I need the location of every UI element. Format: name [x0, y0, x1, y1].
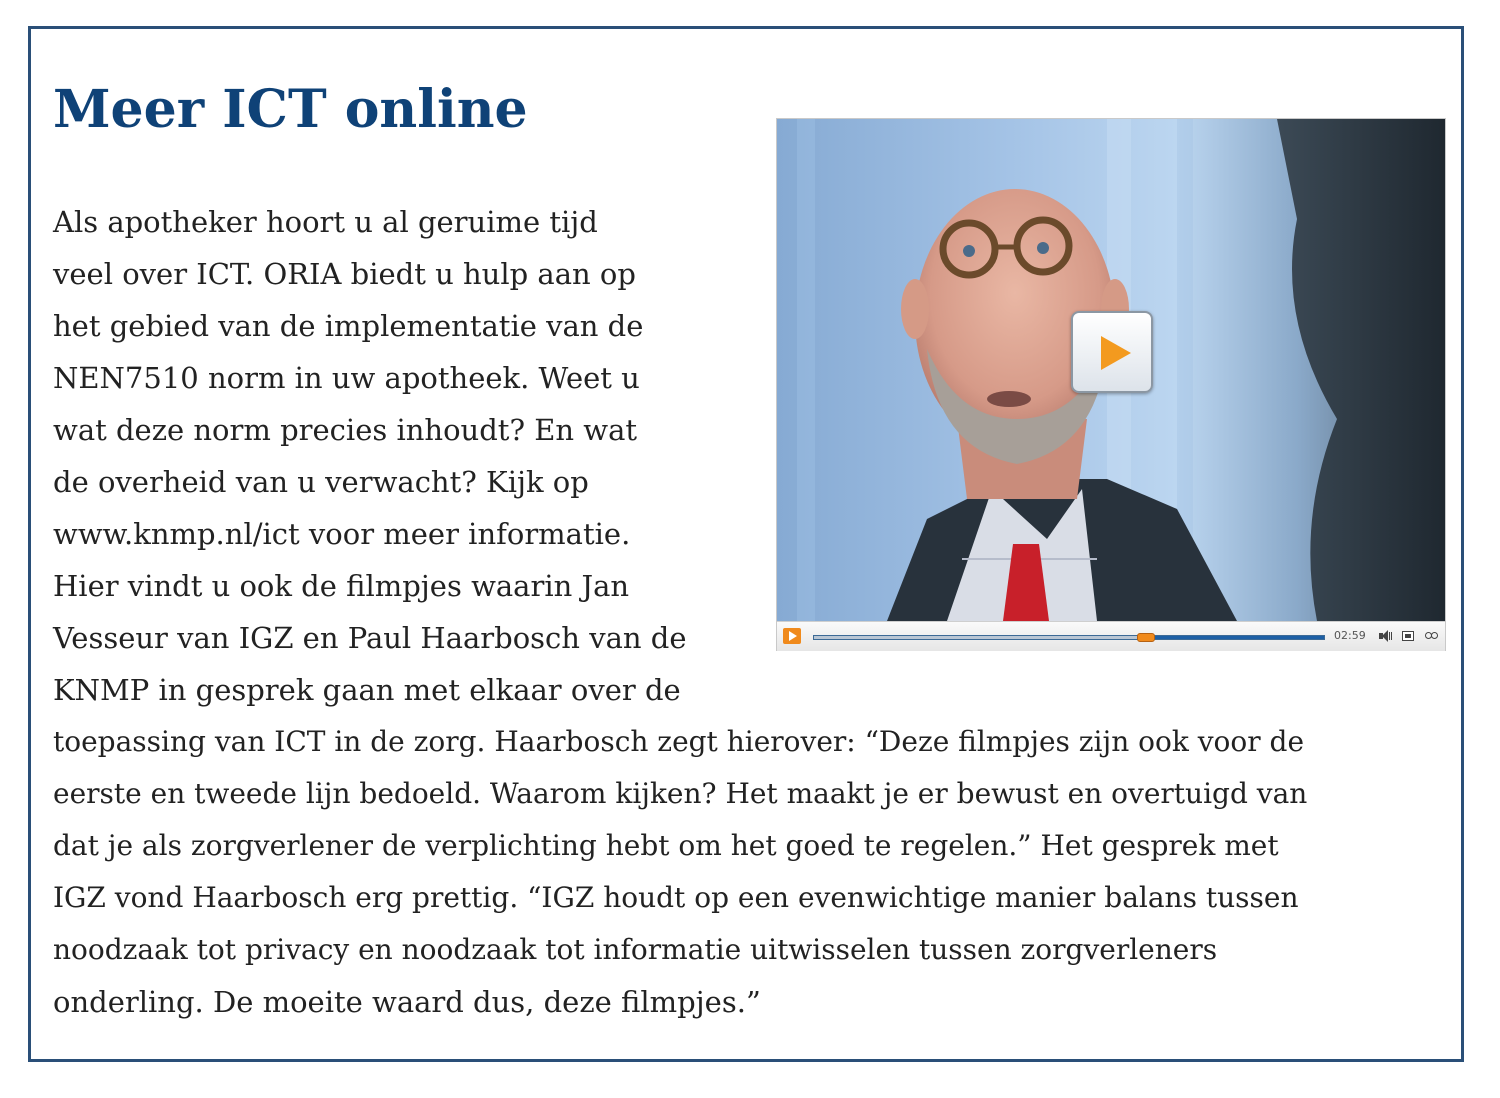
fullscreen-icon[interactable] [1402, 631, 1414, 641]
body-line: www.knmp.nl/ict voor meer informatie. [53, 517, 631, 551]
body-line: veel over ICT. ORIA biedt u hulp aan op [53, 257, 636, 291]
seek-played [814, 636, 1146, 639]
video-player[interactable] [776, 118, 1446, 651]
body-line: onderling. De moeite waard dus, deze filmpjes.” [53, 985, 761, 1019]
body-line: Als apotheker hoort u al geruime tijd [53, 205, 598, 239]
body-line: de overheid van u verwacht? Kijk op [53, 465, 589, 499]
seek-bar[interactable] [813, 635, 1325, 640]
share-icon[interactable] [1425, 631, 1441, 641]
body-line: noodzaak tot privacy en noodzaak tot informatie uitwisselen tussen zorgverleners [53, 933, 1218, 966]
article-title: Meer ICT online [53, 79, 528, 140]
body-line: dat je als zorgverlener de verplichting hebt om het goed te regelen.” Het gesprek met [53, 829, 1279, 862]
play-icon [1101, 336, 1131, 370]
body-line: Hier vindt u ook de filmpjes waarin Jan [53, 569, 630, 603]
body-line: wat deze norm precies inhoudt? En wat [53, 413, 638, 447]
body-line: eerste en tweede lijn bedoeld. Waarom kijken? Het maakt je er bewust en overtuigd van [53, 777, 1308, 810]
body-line: NEN7510 norm in uw apotheek. Weet u [53, 361, 640, 395]
video-controls [777, 621, 1445, 651]
body-line: toepassing van ICT in de zorg. Haarbosch zegt hierover: “Deze filmpjes zijn ook voor de [53, 725, 1305, 758]
seek-handle[interactable] [1137, 633, 1155, 642]
body-line: het gebied van de implementatie van de [53, 309, 644, 343]
body-line: KNMP in gesprek gaan met elkaar over de [53, 673, 681, 707]
time-display: 02:59 [1334, 629, 1366, 642]
play-button[interactable] [1071, 311, 1153, 393]
control-play-button[interactable] [783, 628, 801, 644]
body-line: IGZ vond Haarbosch erg prettig. “IGZ houdt op een evenwichtige manier balans tussen [53, 881, 1299, 914]
play-icon [789, 631, 797, 641]
body-line: Vesseur van IGZ en Paul Haarbosch van de [53, 621, 687, 655]
video-frame[interactable] [777, 119, 1445, 621]
volume-icon[interactable] [1379, 630, 1393, 642]
